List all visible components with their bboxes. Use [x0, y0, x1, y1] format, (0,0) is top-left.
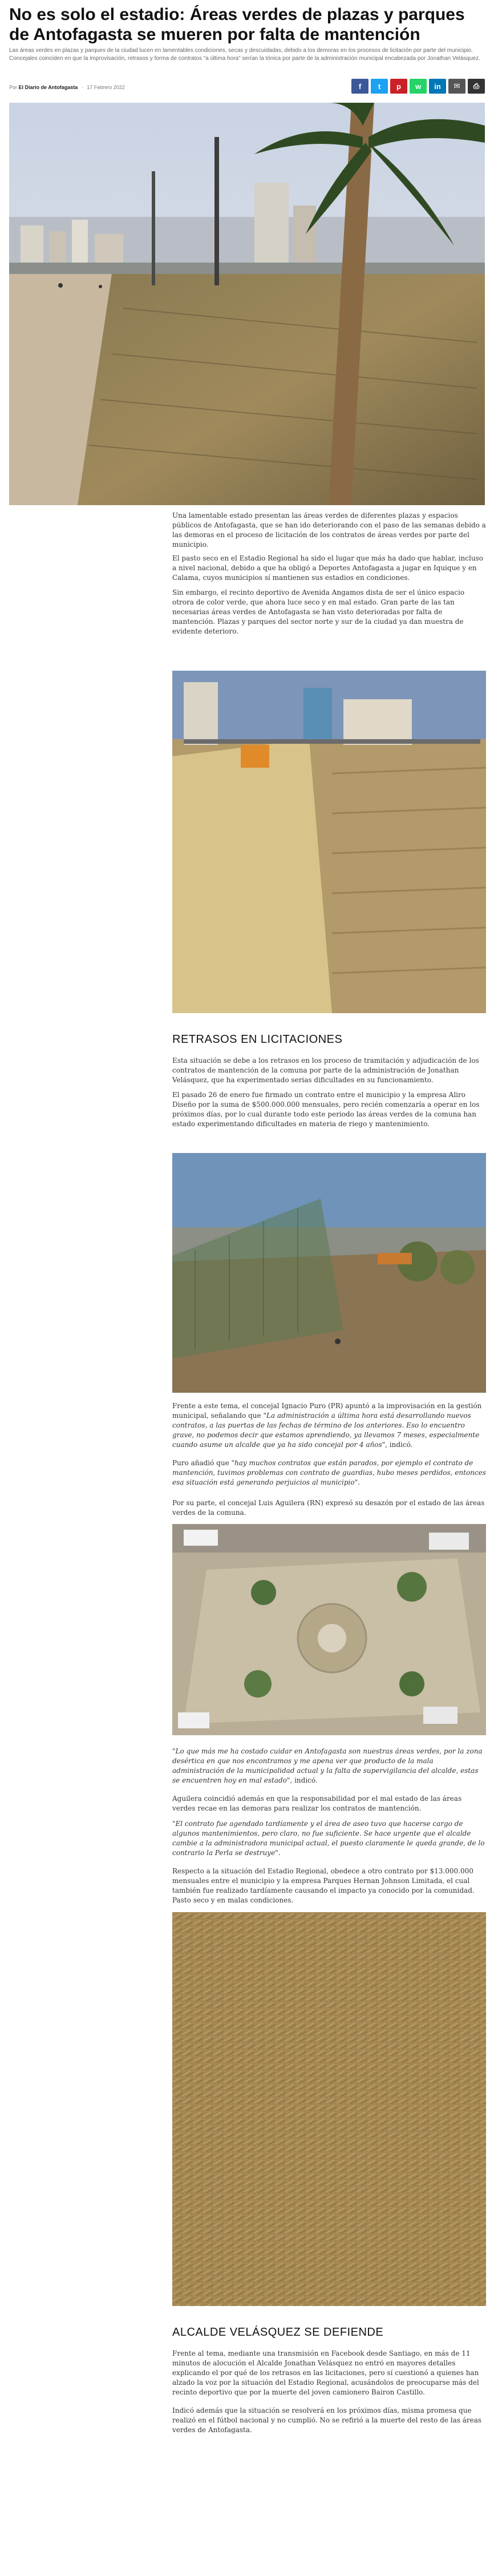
paragraph-3: Sin embargo, el recinto deportivo de Avenida Angamos dista de ser el único espacio otrora de color verde, que ahora luce seco y en mal estado. Gran parte de las tan necesarias áreas verdes de Antofagasta se han visto deterioradas por falta de mantención. Plazas y parques del sector norte y sur de la ciudad ya dan muestra de evidente deterioro. — [172, 588, 465, 635]
paragraph-7-outro: . — [358, 1478, 360, 1486]
paragraph-1: Una lamentable estado presentan las áreas verdes de diferentes plazas y espacios públicos de Antofagasta, que se han ido deteriorando con el paso de las semanas debido a las demoras en el proceso de licitación de los contratos de áreas verdes por parte del municipio. — [172, 511, 486, 549]
paragraph-9 — [172, 1747, 486, 1785]
paragraph-7-quote: "hay muchos contratos que están parados, por ejemplo el contrato de mantención, tuvimos problemas con contrato de guardias, hubo meses perdidos, entonces esa situación está generando perjuicios al municipio" — [172, 1459, 486, 1486]
paragraph-2: El pasto seco en el Estadio Regional ha sido el lugar que más ha dado que hablar, incluso a nivel nacional, debido a que ha obligó a Deportes Antofagasta a jugar en Iquique y en Calama, cuyos municipios sí mantienen sus estadios en condiciones. — [172, 554, 483, 582]
article-title: No es solo el estadio: Áreas verdes de plazas y parques de Antofagasta se mueren por falta de mantención — [9, 5, 465, 44]
paragraph-6 — [172, 1401, 486, 1450]
share-bar — [351, 79, 485, 94]
paragraph-6-quote: "La administración a última hora está desarrollando nuevos contratos, a las puertas de las fechas de término de los anteriores. Eso lo encuentro grave, no podemos decir que estamos aprendiendo, ya llevamos 7 meses, especialmente cuando asume un alcalde que ya ha sido concejal por 4 años" — [172, 1412, 480, 1449]
article-lead: Las áreas verdes en plazas y parques de la ciudad lucen en lamentables condiciones, secas y descuidadas, debido a los demoras en los procesos de licitación por parte del municipio. Concejales coinciden en que la improvisación, retrasos y forma de contratos "a última hora" serían la tónica por parte de la administración municipal encabezada por Jonathan Velásquez. — [9, 47, 480, 62]
paragraph-14: Indicó además que la situación se resolverá en los próximos días, misma promesa que realizó en el fútbol nacional y no cumplió. No se refirió a la muerte del resto de las áreas verdes de Antofagasta. — [172, 2406, 482, 2434]
paragraph-4: Esta situación se debe a los retrasos en los proceso de tramitación y adjudicación de los contratos de mantención de la comuna por parte de la administración de Jonathan Velásquez, que ha experimentado serias dificultades en su funcionamiento. — [172, 1057, 479, 1084]
email-share-icon[interactable]: ✉ — [448, 79, 465, 94]
paragraph-7 — [172, 1458, 486, 1487]
article-meta — [9, 84, 125, 92]
author-link[interactable]: El Diario de Antofagasta — [18, 84, 78, 90]
paragraph-8: Por su parte, el concejal Luis Aguilera (RN) expresó su desazón por el estado de las áreas verdes de la comuna. — [172, 1499, 485, 1517]
byline-label: Por — [9, 84, 18, 90]
photo-sports-field — [172, 1153, 486, 1393]
paragraph-6-intro: Frente a este tema, el concejal Ignacio Puro (PR) apuntó a la improvisación en la gestión municipal, señalando que — [172, 1402, 482, 1420]
print-icon[interactable]: ⎙ — [468, 79, 485, 94]
section-heading-licitaciones: RETRASOS EN LICITACIONES — [172, 1033, 343, 1046]
twitter-share-icon[interactable]: t — [371, 79, 388, 94]
pinterest-share-icon[interactable]: p — [390, 79, 407, 94]
paragraph-12: Respecto a la situación del Estadio Regional, obedece a otro contrato por $13.000.000 mensuales entre el municipio y la empresa Parques Hernan Johnson Limitada, el cual también fue realizado tardíamente causando el impacto ya conocido por la comunidad. Pasto seco y en malas condiciones. — [172, 1867, 475, 1904]
paragraph-13: Frente al tema, mediante una transmisión en Facebook desde Santiago, en más de 11 minutos de alocución el Alcalde Jonathan Velásquez no entró en mayores detalles explicando el por qué de los retrasos en las licitaciones, pero sí cuestionó a quienes han alzado la voz por la situación del Estadio Regional, acusándolos de preocuparse más del recinto deportivo que por la muerte del joven camionero Bairon Castillo. — [172, 2349, 479, 2396]
paragraph-10: Aguilera coincidió además en que la responsabilidad por el mal estado de las áreas verdes recae en las demoras para realizar los contratos de mantención. — [172, 1795, 462, 1812]
paragraph-9-quote: "Lo que más me ha costado cuidar en Antofagasta son nuestras áreas verdes, por la zona desértica en que nos encontramos y me apena ver que producto de la mala administración de la municipalidad actual y la falta de supervigilancia del alcalde, estas se encuentren hoy en mal estado" — [172, 1747, 483, 1784]
whatsapp-share-icon[interactable]: w — [410, 79, 427, 94]
photo-dry-grass-plaza — [172, 671, 486, 1013]
paragraph-5: El pasado 26 de enero fue firmado un contrato entre el municipio y la empresa Aliro Diseño por la suma de $500.000.000 mensuales, pero recién comenzaría a operar en los próximos días, por lo cual durante todo este periodo las áreas verdes de la comuna han estado experimentando dificultades en materia de riego y mantenimiento. — [172, 1091, 480, 1128]
photo-aerial-plaza — [172, 1524, 486, 1735]
facebook-share-icon[interactable]: f — [351, 79, 369, 94]
paragraph-7-intro: Puro añadió que — [172, 1459, 232, 1467]
section-heading-alcalde: ALCALDE VELÁSQUEZ SE DEFIENDE — [172, 2326, 384, 2339]
paragraph-11 — [172, 1819, 486, 1858]
meta-separator: · — [81, 84, 83, 90]
publish-date: 17 Febrero 2022 — [87, 84, 125, 90]
paragraph-9-outro: , indicó. — [290, 1776, 318, 1784]
paragraph-6-outro: , indicó. — [385, 1441, 413, 1449]
linkedin-share-icon[interactable]: in — [429, 79, 446, 94]
hero-image — [9, 103, 485, 505]
photo-dry-grass-closeup — [172, 1912, 486, 2306]
paragraph-11-quote: "El contrato fue agendado tardíamente y el área de aseo tuvo que hacerse cargo de algunos mantenimientos, pero claro, no fue suficiente. Se hace urgente que el alcalde cambie a la administradora municipal actual, el puesto claramente le queda grande, de lo contrario la Perla se destruye" — [172, 1820, 485, 1857]
paragraph-11-outro: . — [278, 1849, 281, 1857]
